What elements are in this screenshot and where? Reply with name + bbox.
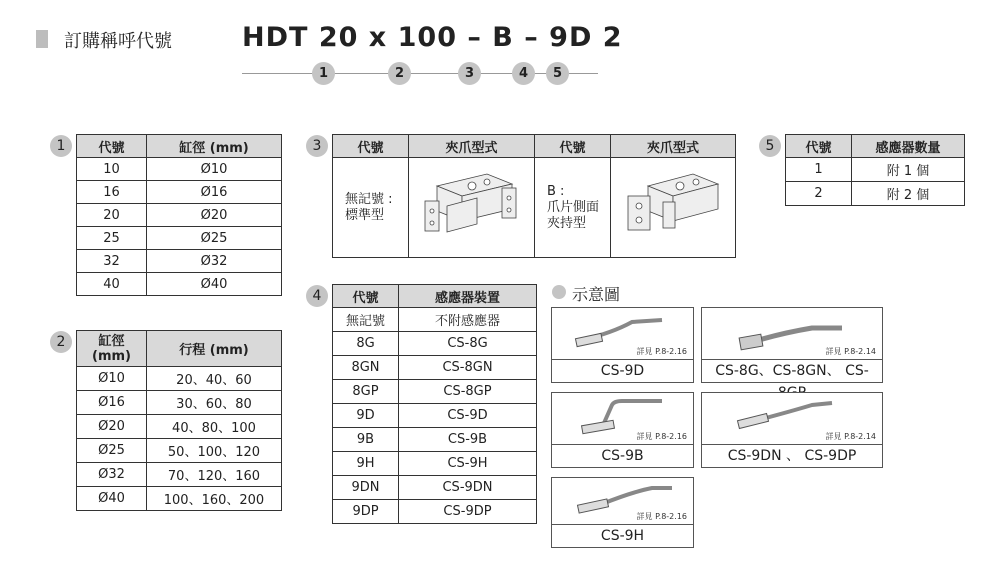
table-row <box>77 181 282 204</box>
table-row <box>333 452 537 476</box>
table-row <box>77 439 282 463</box>
cell: 2 <box>786 182 852 206</box>
table-row <box>77 158 282 181</box>
cell: Ø32 <box>147 250 282 273</box>
cell: Ø20 <box>77 415 147 439</box>
header-code: 代號 <box>333 135 409 158</box>
cell: CS-8GP <box>399 380 537 404</box>
illustration-marker-icon <box>552 285 566 299</box>
header-code: 代號 <box>535 135 611 158</box>
cell: CS-9B <box>399 428 537 452</box>
cell: 16 <box>77 181 147 204</box>
header-bore: 缸徑 (mm) <box>77 331 147 367</box>
cell: Ø40 <box>77 487 147 511</box>
reference-note: 詳見 P.8-2.14 <box>825 347 876 356</box>
section-badge-1: 1 <box>50 135 72 157</box>
reference-note: 詳見 P.8-2.16 <box>636 347 687 356</box>
cell: 20、40、60 <box>147 367 282 391</box>
cell: 50、100、120 <box>147 439 282 463</box>
cell: CS-8G <box>399 332 537 356</box>
code-position-4: 4 <box>512 62 535 85</box>
header-code: 代號 <box>333 285 399 308</box>
sensor-illustration-cs-9h <box>551 477 694 548</box>
cell: 9H <box>333 452 399 476</box>
sensor-illustration-cs-8g <box>701 307 883 383</box>
cell: Ø16 <box>147 181 282 204</box>
cell: 8GP <box>333 380 399 404</box>
cell: Ø32 <box>77 463 147 487</box>
sensor-quantity-table <box>785 134 965 206</box>
table-row <box>333 428 537 452</box>
table-row <box>786 158 965 182</box>
header-code: 代號 <box>786 135 852 158</box>
cell: CS-8GN <box>399 356 537 380</box>
cell: Ø16 <box>77 391 147 415</box>
illustration-caption: CS-9B <box>552 444 693 467</box>
illustration-caption: CS-9DN 、 CS-9DP <box>702 444 882 467</box>
cell: 9DP <box>333 500 399 524</box>
code-b: B : 爪片側面 夾持型 <box>535 158 611 258</box>
order-code: HDT 20 x 100 – B – 9D 2 <box>242 22 623 53</box>
standard-gripper-image <box>409 158 535 258</box>
table-row <box>77 227 282 250</box>
reference-note: 詳見 P.8-2.16 <box>636 432 687 441</box>
cell: CS-9DP <box>399 500 537 524</box>
code-position-1: 1 <box>312 62 335 85</box>
title-marker <box>36 30 48 48</box>
cell: 100、160、200 <box>147 487 282 511</box>
cell: Ø20 <box>147 204 282 227</box>
cell: 不附感應器 <box>399 308 537 332</box>
sensor-illustration-cs-9d <box>551 307 694 383</box>
section-badge-3: 3 <box>306 135 328 157</box>
page-title: 訂購稱呼代號 <box>64 31 172 52</box>
cell: 9D <box>333 404 399 428</box>
cell: 32 <box>77 250 147 273</box>
table-row <box>77 415 282 439</box>
code-position-5: 5 <box>546 62 569 85</box>
table-row <box>333 500 537 524</box>
cell: CS-9D <box>399 404 537 428</box>
table-row <box>77 487 282 511</box>
cell: CS-9DN <box>399 476 537 500</box>
cell: Ø25 <box>147 227 282 250</box>
cell: 8GN <box>333 356 399 380</box>
header-gripper-type: 夾爪型式 <box>611 135 736 158</box>
header-bore: 缸徑 (mm) <box>147 135 282 158</box>
cell: Ø10 <box>147 158 282 181</box>
table-row <box>333 158 736 258</box>
code-standard: 無記號 : 標準型 <box>333 158 409 258</box>
cell: Ø25 <box>77 439 147 463</box>
cell: 30、60、80 <box>147 391 282 415</box>
table-row <box>77 273 282 296</box>
sensor-table <box>332 284 537 524</box>
gripper-type-table <box>332 134 736 258</box>
section-badge-4: 4 <box>306 285 328 307</box>
illustration-caption: CS-9D <box>552 359 693 382</box>
cell: 40 <box>77 273 147 296</box>
cell: 無記號 <box>333 308 399 332</box>
gripper-icon <box>618 166 728 246</box>
sensor-illustration-cs-9dn <box>701 392 883 468</box>
table-row <box>333 332 537 356</box>
header-stroke: 行程 (mm) <box>147 331 282 367</box>
section-badge-5: 5 <box>759 135 781 157</box>
cell: Ø40 <box>147 273 282 296</box>
cell: 40、80、100 <box>147 415 282 439</box>
reference-note: 詳見 P.8-2.16 <box>636 512 687 521</box>
table-row <box>333 356 537 380</box>
code-position-2: 2 <box>388 62 411 85</box>
illustration-caption: CS-9H <box>552 524 693 547</box>
table-row <box>77 204 282 227</box>
gripper-icon <box>417 166 527 246</box>
table-row <box>333 380 537 404</box>
cell: 20 <box>77 204 147 227</box>
side-clamp-gripper-image <box>611 158 736 258</box>
code-divider <box>242 73 598 74</box>
cell: 附 2 個 <box>852 182 965 206</box>
bore-table <box>76 134 282 296</box>
sensor-illustration-cs-9b <box>551 392 694 468</box>
cell: 25 <box>77 227 147 250</box>
cell: Ø10 <box>77 367 147 391</box>
table-row <box>333 476 537 500</box>
illustration-title: 示意圖 <box>572 285 621 304</box>
header-sensor-quantity: 感應器數量 <box>852 135 965 158</box>
section-badge-2: 2 <box>50 331 72 353</box>
table-row <box>333 308 537 332</box>
header-sensor-device: 感應器裝置 <box>399 285 537 308</box>
table-row <box>77 250 282 273</box>
table-row <box>786 182 965 206</box>
table-row <box>333 404 537 428</box>
code-position-3: 3 <box>458 62 481 85</box>
illustration-caption: CS-8G、CS-8GN、 CS- <box>702 359 882 382</box>
cell: 9B <box>333 428 399 452</box>
header-gripper-type: 夾爪型式 <box>409 135 535 158</box>
header-code: 代號 <box>77 135 147 158</box>
cell: 1 <box>786 158 852 182</box>
reference-note: 詳見 P.8-2.14 <box>825 432 876 441</box>
cell: 9DN <box>333 476 399 500</box>
stroke-table <box>76 330 282 511</box>
cell: 附 1 個 <box>852 158 965 182</box>
cell: 8G <box>333 332 399 356</box>
table-row <box>77 463 282 487</box>
cell: CS-9H <box>399 452 537 476</box>
cell: 10 <box>77 158 147 181</box>
table-row <box>77 391 282 415</box>
cell: 70、120、160 <box>147 463 282 487</box>
table-row <box>77 367 282 391</box>
